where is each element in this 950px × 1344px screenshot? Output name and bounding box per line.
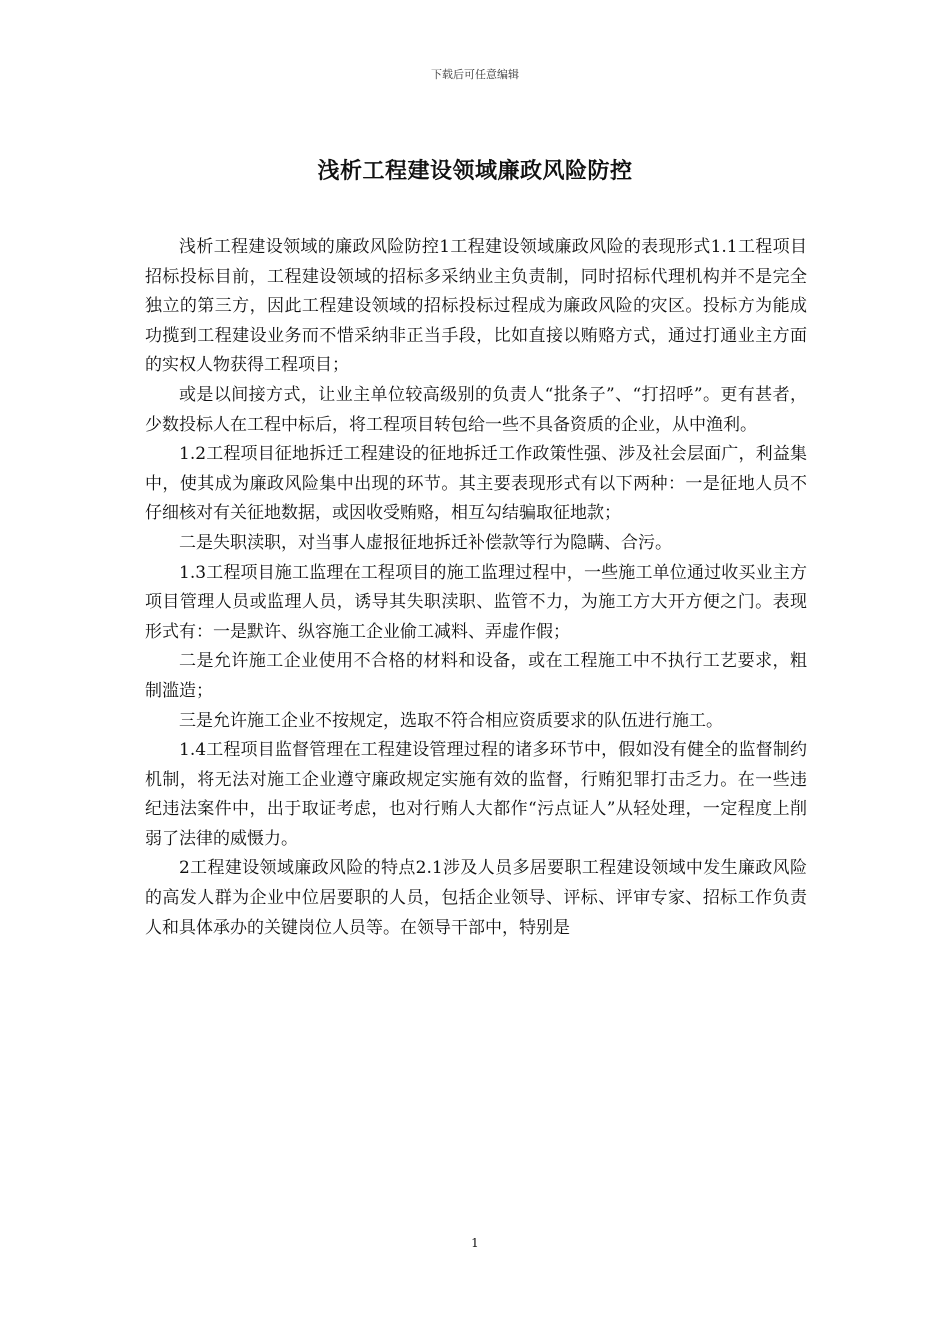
document-body (145, 233, 807, 943)
paragraph: 二是允许施工企业使用不合格的材料和设备，或在工程施工中不执行工艺要求，粗制滥造； (145, 651, 807, 701)
paragraph: 1.4工程项目监督管理在工程建设管理过程的诸多环节中，假如没有健全的监督制约机制，将无法对施工企业遵守廉政规定实施有效的监督，行贿犯罪打击乏力。在一些违纪违法案件中，出于取证考虑，也对行贿人大都作“污点证人”从轻处理，一定程度上削弱了法律的威慑力。 (145, 740, 807, 849)
paragraph: 二是失职渎职，对当事人虚报征地拆迁补偿款等行为隐瞒、合污。 (179, 532, 672, 553)
header-note: 下载后可任意编辑 (431, 68, 519, 81)
paragraph: 或是以间接方式，让业主单位较高级别的负责人“批条子”、“打招呼”。更有甚者，少数投标人在工程中标后，将工程项目转包给一些不具备资质的企业，从中渔利。 (145, 384, 807, 435)
paragraph: 1.2工程项目征地拆迁工程建设的征地拆迁工作政策性强、涉及社会层面广，利益集中，使其成为廉政风险集中出现的环节。其主要表现形式有以下两种：一是征地人员不仔细核对有关征地数据，或因收受贿赂，相互勾结骗取征地款； (145, 444, 807, 524)
paragraph: 1.3工程项目施工监理在工程项目的施工监理过程中，一些施工单位通过收买业主方项目管理人员或监理人员，诱导其失职渎职、监管不力，为施工方大开方便之门。表现形式有：一是默许、纵容施工企业偷工减料、弄虚作假； (145, 562, 807, 642)
paragraph: 三是允许施工企业不按规定，选取不符合相应资质要求的队伍进行施工。 (179, 710, 723, 731)
page-number: 1 (471, 1236, 479, 1250)
paragraph: 浅析工程建设领域的廉政风险防控1工程建设领域廉政风险的表现形式1.1工程项目招标投标目前，工程建设领域的招标多采纳业主负责制，同时招标代理机构并不是完全独立的第三方，因此工程建设领域的招标投标过程成为廉政风险的灾区。投标方为能成功揽到工程建设业务而不惜采纳非正当手段，比如直接以贿赂方式，通过打通业主方面的实权人物获得工程项目； (145, 237, 807, 376)
paragraph: 2工程建设领域廉政风险的特点2.1涉及人员多居要职工程建设领域中发生廉政风险的高发人群为企业中位居要职的人员，包括企业领导、评标、评审专家、招标工作负责人和具体承办的关键岗位人员等。在领导干部中，特别是 (145, 858, 807, 938)
document-title: 浅析工程建设领域廉政风险防控 (317, 158, 633, 184)
